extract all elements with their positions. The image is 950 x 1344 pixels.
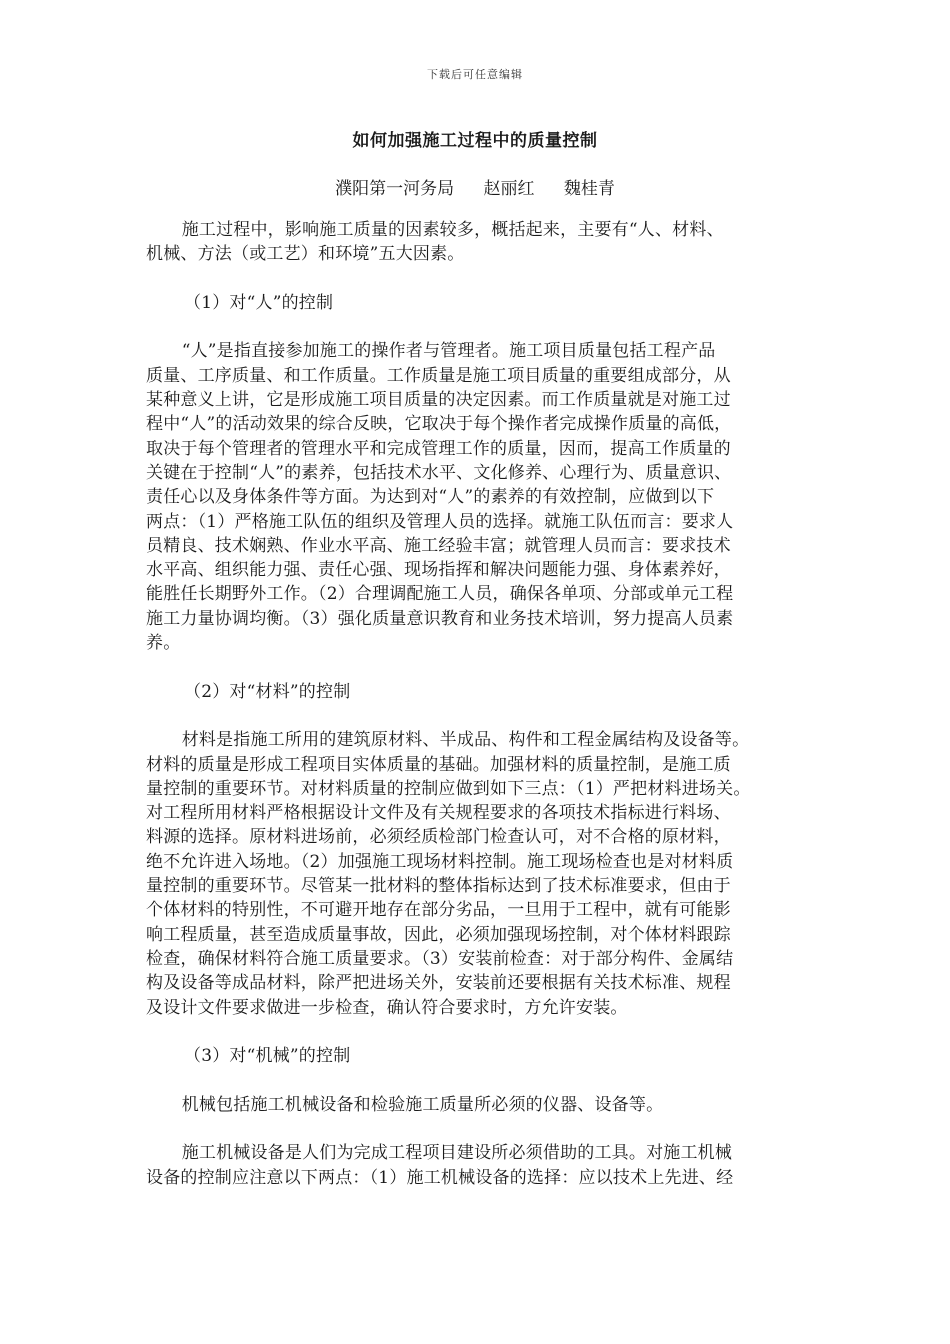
- text-line: “人”是指直接参加施工的操作者与管理者。施工项目质量包括工程产品: [181, 341, 716, 362]
- text-line: 设备的控制应注意以下两点：（1）施工机械设备的选择：应以技术上先进、经: [146, 1167, 734, 1188]
- text-line: 机械、方法（或工艺）和环境”五大因素。: [146, 244, 465, 265]
- text-line: 材料是指施工所用的建筑原材料、半成品、构件和工程金属结构及设备等。: [181, 730, 750, 751]
- text-line: 量控制的重要环节。对材料质量的控制应做到如下三点：（1）严把材料进场关。: [146, 778, 751, 799]
- text-line: 施工过程中，影响施工质量的因素较多，概括起来，主要有“人、材料、: [181, 220, 724, 240]
- byline: [0, 174, 950, 199]
- document-body: [146, 218, 822, 1214]
- text-line: 两点：（1）严格施工队伍的组织及管理人员的选择。就施工队伍而言：要求人: [146, 511, 734, 532]
- text-line: 取决于每个管理者的管理水平和完成管理工作的质量，因而，提高工作质量的: [146, 438, 731, 459]
- text-line: 绝不允许进入场地。（2）加强施工现场材料控制。施工现场检查也是对材料质: [146, 851, 734, 872]
- byline-author: 赵丽红: [483, 179, 535, 199]
- section-heading-people: （1）对“人”的控制: [184, 292, 334, 313]
- section-machinery-paragraph-2: [146, 1141, 822, 1190]
- byline-author: 魏桂青: [563, 179, 615, 199]
- text-line: 机械包括施工机械设备和检验施工质量所必须的仪器、设备等。: [181, 1094, 664, 1115]
- text-line: 程中“人”的活动效果的综合反映，它取决于每个操作者完成操作质量的高低，: [146, 414, 732, 435]
- text-line: 责任心以及身体条件等方面。为达到对“人”的素养的有效控制，应做到以下: [146, 487, 715, 508]
- text-line: 关键在于控制“人”的素养，包括技术水平、文化修养、心理行为、质量意识、: [146, 462, 732, 483]
- text-line: 施工力量协调均衡。（3）强化质量意识教育和业务技术培训，努力提高人员素: [146, 608, 734, 629]
- section-machinery-paragraph-1: [146, 1093, 822, 1117]
- text-line: 检查，确保材料符合施工质量要求。（3）安装前检查：对于部分构件、金属结: [146, 948, 734, 969]
- text-line: 个体材料的特别性，不可避开地存在部分劣品，一旦用于工程中，就有可能影: [146, 900, 731, 921]
- section-heading-materials: （2）对“材料”的控制: [184, 681, 351, 702]
- text-line: 员精良、技术娴熟、作业水平高、施工经验丰富；就管理人员而言：要求技术: [146, 535, 731, 556]
- text-line: 材料的质量是形成工程项目实体质量的基础。加强材料的质量控制，是施工质: [146, 754, 731, 775]
- text-line: 对工程所用材料严格根据设计文件及有关规程要求的各项技术指标进行料场、: [146, 803, 731, 824]
- text-line: 能胜任长期野外工作。（2）合理调配施工人员，确保各单项、分部或单元工程: [146, 584, 734, 605]
- header-note: 下载后可任意编辑: [427, 68, 523, 81]
- text-line: 响工程质量，甚至造成质量事故，因此，必须加强现场控制，对个体材料跟踪: [146, 924, 731, 945]
- text-line: 养。: [146, 633, 181, 654]
- section-people-paragraph: [146, 339, 822, 655]
- byline-org: 濮阳第一河务局: [335, 179, 455, 199]
- text-line: 及设计文件要求做进一步检查，确认符合要求时，方允许安装。: [146, 997, 628, 1018]
- section-materials-paragraph: [146, 728, 822, 1020]
- document-title: 如何加强施工过程中的质量控制: [352, 131, 598, 151]
- text-line: 施工机械设备是人们为完成工程项目建设所必须借助的工具。对施工机械: [181, 1143, 733, 1164]
- text-line: 质量、工序质量、和工作质量。工作质量是施工项目质量的重要组成部分，从: [146, 365, 731, 386]
- section-heading-machinery: （3）对“机械”的控制: [184, 1046, 351, 1067]
- intro-paragraph: [146, 218, 822, 267]
- text-line: 构及设备等成品材料，除严把进场关外，安装前还要根据有关技术标准、规程: [146, 973, 731, 994]
- text-line: 量控制的重要环节。尽管某一批材料的整体指标达到了技术标准要求，但由于: [146, 876, 731, 897]
- text-line: 某种意义上讲，它是形成施工项目质量的决定因素。而工作质量就是对施工过: [146, 390, 731, 411]
- text-line: 料源的选择。原材料进场前，必须经质检部门检查认可，对不合格的原材料，: [146, 827, 731, 848]
- text-line: 水平高、组织能力强、责任心强、现场指挥和解决问题能力强、身体素养好，: [146, 560, 731, 581]
